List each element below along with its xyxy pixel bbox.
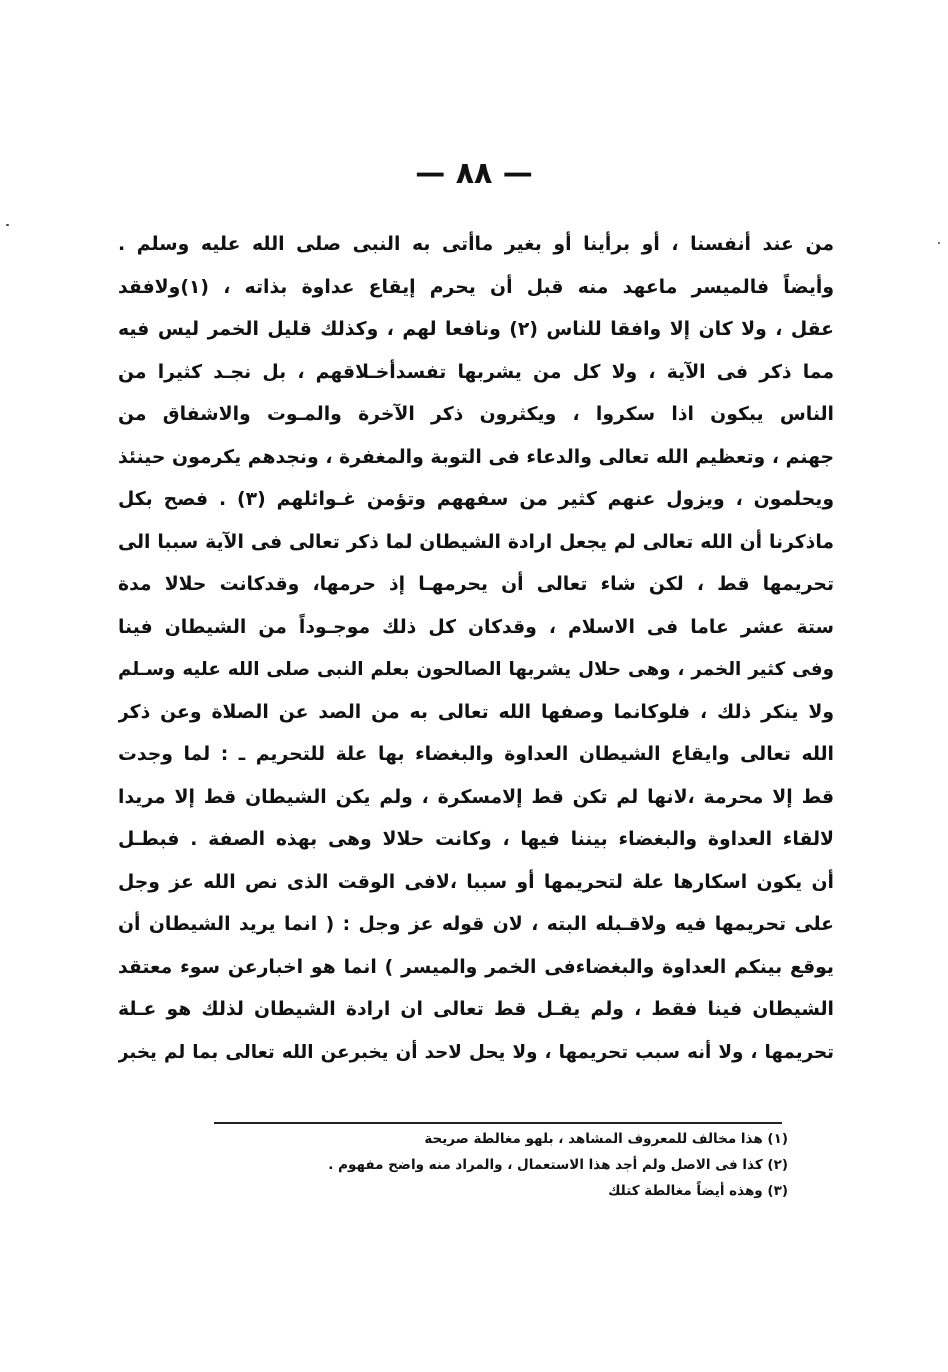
footnote-divider — [214, 1122, 782, 1124]
text-line: ولا ينكر ذلك ، فلوكانما وصفها الله تعالى به من الصد عن الصلاة وعن ذكر — [118, 701, 834, 723]
text-line: الناس يبكون اذا سكروا ، ويكثرون ذكر الآخرة والمـوت والاشفاق من — [118, 404, 834, 425]
text-line: وأيضاً فالميسر ماعهد منه قبل أن يحرم إيقاع عداوة بذاته ، (١)ولافقد — [118, 276, 834, 298]
text-line: يوقع بينكم العداوة والبغضاءفى الخمر والميسر ) انما هو اخبارعن سوء معتقد — [118, 956, 834, 978]
text-line: ستة عشر عاما فى الاسلام ، وقدكان كل ذلك موجـوداً من الشيطان فينا — [118, 616, 834, 638]
text-line: من عند أنفسنا ، أو برأينا أو بغير ماأتى به النبى صلى الله عليه وسلم . — [118, 234, 834, 255]
text-line: تحريمها قط ، لكن شاء تعالى أن يحرمهـا إذ حرمها، وقدكانت حلالا مدة — [118, 574, 834, 595]
footnotes — [300, 1126, 788, 1204]
text-line: الشيطان فينا فقط ، ولم يقـل قط تعالى ان ارادة الشيطان لذلك هو عـلة — [118, 999, 834, 1020]
footnote-3: (٣) وهذه أيضاً مغالطة كتلك — [608, 1183, 788, 1199]
scan-speck — [938, 242, 940, 244]
text-line: الله تعالى وايقاع الشيطان العداوة والبغضاء بها علة للتحريم ـ : لما وجدت — [118, 744, 834, 765]
text-line: قط إلا محرمة ،لانها لم تكن قط إلامسكرة ، ولم يكن الشيطان قط إلا مريدا — [118, 786, 834, 808]
text-line: على تحريمها فيه ولاقـبله البته ، لان قوله عز وجل : ( انما يريد الشيطان أن — [118, 914, 834, 935]
text-line: تحريمها ، ولا أنه سبب تحريمها ، ولا يحل لاحد أن يخبرعن الله تعالى بما لم يخبر — [118, 1041, 834, 1063]
text-line: مما ذكر فى الآية ، ولا كل من يشربها تفسدأخـلاقهم ، بل نجـد كثيرا من — [118, 361, 834, 383]
text-line: وفى كثير الخمر ، وهى حلال يشربها الصالحون بعلم النبى صلى الله عليه وسـلم — [118, 659, 834, 680]
text-line: ماذكرنا أن الله تعالى لم يجعل ارادة الشيطان لما ذكر تعالى فى الآية سببا الى — [118, 531, 834, 553]
footnote-1: (١) هذا مخالف للمعروف المشاهد ، بلهو مغالطة صريحة — [424, 1131, 788, 1147]
text-line: جهنم ، وتعظيم الله تعالى والدعاء فى التوبة والمغفرة ، ونجدهم يكرمون حينئذ — [118, 446, 834, 468]
page-number: — ٨٨ — — [415, 156, 533, 191]
text-line: أن يكون اسكارها علة لتحريمها أو سببا ،لافى الوقت الذى نص الله عز وجل — [118, 871, 834, 893]
text-line: ويحلمون ، ويزول عنهم كثير من سفههم وتؤمن غـوائلهم (٣) . فصح بكل — [118, 489, 834, 510]
scan-speck — [6, 224, 9, 226]
footnote-2: (٢) كذا فى الاصل ولم أجد هذا الاستعمال ، والمراد منه واضح مفهوم . — [328, 1157, 788, 1173]
text-line: عقل ، ولا كان إلا وافقا للناس (٢) ونافعا لهم ، وكذلك قليل الخمر ليس فيه — [118, 319, 834, 340]
body-text — [118, 224, 834, 1074]
text-line: لالقاء العداوة والبغضاء بيننا فيها ، وكانت حلالا وهى بهذه الصفة . فبطـل — [118, 829, 834, 850]
